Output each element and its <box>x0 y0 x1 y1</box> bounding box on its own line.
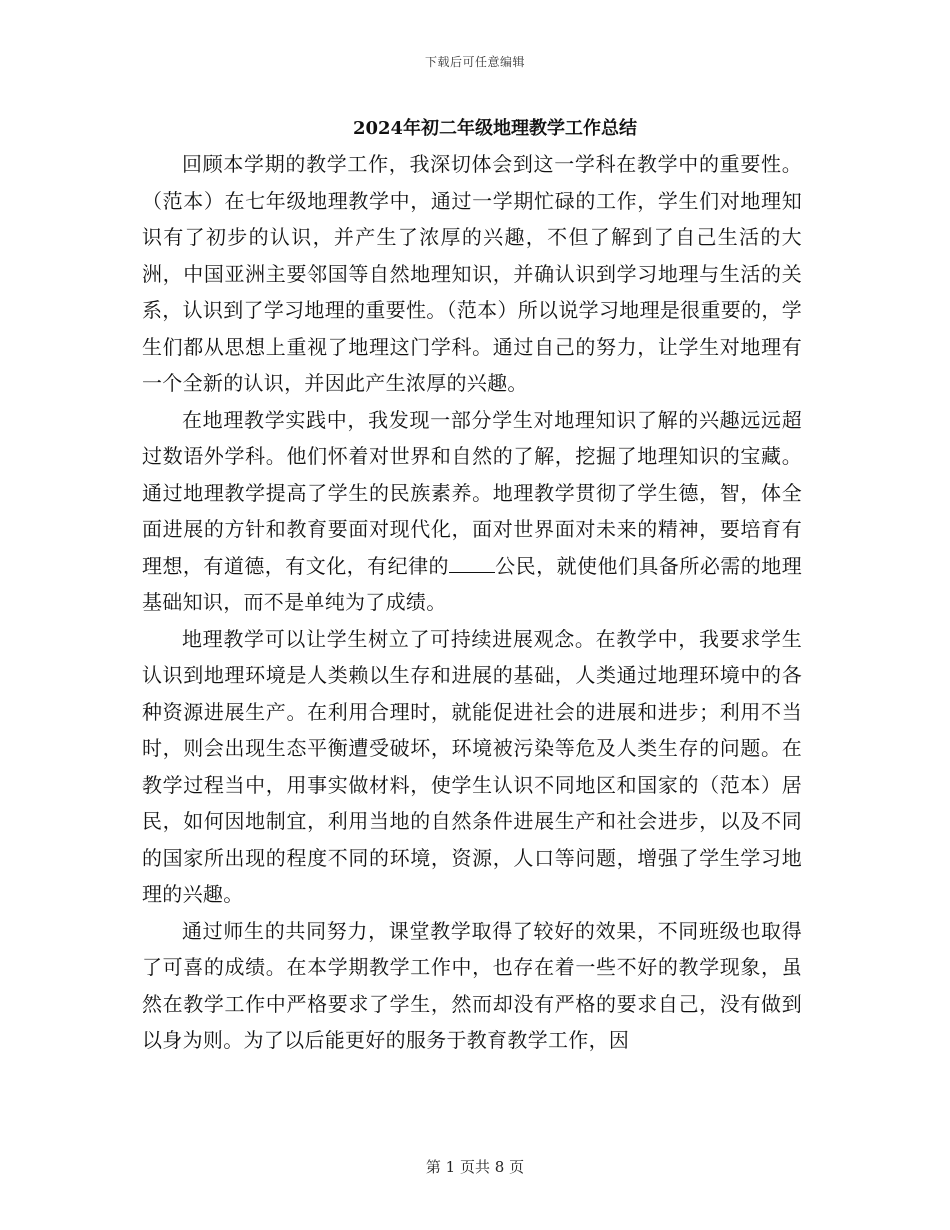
page-header: 下载后可任意编辑 <box>424 55 525 69</box>
document-body <box>142 146 802 1059</box>
paragraph-2 <box>142 402 802 621</box>
page-footer: 第 1 页共 8 页 <box>425 1158 525 1176</box>
document-title: 2024年初二年级地理教学工作总结 <box>352 118 638 139</box>
fill-in-blank-line <box>449 554 495 573</box>
paragraph-2-text-before-blank: 在地理教学实践中，我发现一部分学生对地理知识了解的兴趣远远超过数语外学科。他们怀着对世界和自然的了解，挖掘了地理知识的宝藏。通过地理教学提高了学生的民族素养。地理教学贯彻了学生德，智，体全面进展的方针和教育要面对现代化，面对世界面对未来的精神，要培育有理想，有道德，有文化，有纪律的 <box>142 407 802 578</box>
paragraph-4: 通过师生的共同努力，课堂教学取得了较好的效果，不同班级也取得了可喜的成绩。在本学期教学工作中，也存在着一些不好的教学现象，虽然在教学工作中严格要求了学生，然而却没有严格的要求自己，没有做到以身为则。为了以后能更好的服务于教育教学工作，因 <box>142 918 802 1052</box>
paragraph-2-text-after-blank: 公民，就使他们具备所必需的地理基础知识，而不是单纯为了成绩。 <box>142 553 802 614</box>
paragraph-3: 地理教学可以让学生树立了可持续进展观念。在教学中，我要求学生认识到地理环境是人类赖以生存和进展的基础，人类通过地理环境中的各种资源进展生产。在利用合理时，就能促进社会的进展和进步；利用不当时，则会出现生态平衡遭受破坏，环境被污染等危及人类生存的问题。在教学过程当中，用事实做材料，使学生认识不同地区和国家的（范本）居民，如何因地制宜，利用当地的自然条件进展生产和社会进步，以及不同的国家所出现的程度不同的环境，资源，人口等问题，增强了学生学习地理的兴趣。 <box>142 626 802 906</box>
paragraph-1: 回顾本学期的教学工作，我深切体会到这一学科在教学中的重要性。（范本）在七年级地理教学中，通过一学期忙碌的工作，学生们对地理知识有了初步的认识，并产生了浓厚的兴趣，不但了解到了自己生活的大洲，中国亚洲主要邻国等自然地理知识，并确认识到学习地理与生活的关系，认识到了学习地理的重要性。（范本）所以说学习地理是很重要的，学生们都从思想上重视了地理这门学科。通过自己的努力，让学生对地理有一个全新的认识，并因此产生浓厚的兴趣。 <box>142 152 802 395</box>
